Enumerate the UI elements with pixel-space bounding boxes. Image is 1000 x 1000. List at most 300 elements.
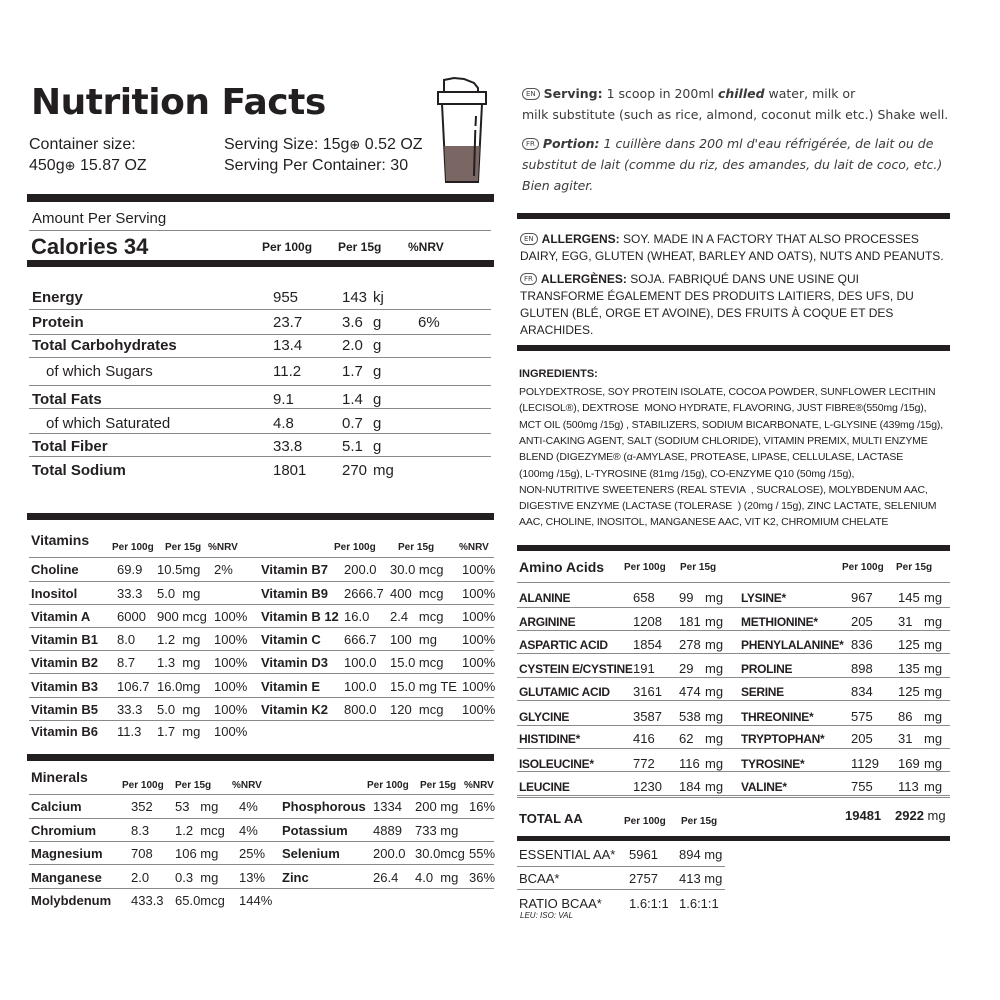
vitamin-name: Vitamin E bbox=[261, 679, 321, 694]
amino-per100: 416 bbox=[633, 731, 655, 746]
mineral-per100: 4889 bbox=[373, 823, 402, 838]
vitamin-per15: 5.0 mg bbox=[157, 702, 201, 717]
allergens-fr-label: ALLERGÈNES: bbox=[540, 272, 627, 286]
vitamin-per100: 33.3 bbox=[117, 702, 143, 717]
vitamin-per15: 120 mcg bbox=[390, 702, 444, 717]
nutrient-per100: 9.1 bbox=[273, 391, 294, 408]
amino-name: TRYPTOPHAN* bbox=[741, 732, 825, 746]
ingredients-title: INGREDIENTS: bbox=[519, 368, 598, 380]
nutrient-name: Total Fiber bbox=[32, 438, 108, 455]
amino-name: ISOLEUCINE* bbox=[519, 757, 594, 771]
amino-per100: 191 bbox=[633, 661, 655, 676]
nutrient-per15: 5.1 bbox=[342, 438, 363, 455]
amino-per100: 755 bbox=[851, 779, 873, 794]
amino-per100: 575 bbox=[851, 709, 873, 724]
amino-name: ASPARTIC ACID bbox=[519, 638, 608, 652]
nutrient-unit: kj bbox=[373, 289, 384, 306]
divider bbox=[517, 771, 950, 772]
minerals-col-per15: Per 15g bbox=[175, 780, 212, 791]
vitamin-per15: 5.0 mg bbox=[157, 586, 201, 601]
divider bbox=[29, 673, 494, 674]
vitamin-name: Vitamin B5 bbox=[31, 702, 98, 717]
vitamin-nrv: 100% bbox=[462, 655, 496, 670]
ingredients-line: AAC, CHOLINE, INOSITOL, MANGANESE AAC, VIT K2, CHROMIUM CHELATE bbox=[519, 516, 889, 529]
mineral-name: Manganese bbox=[31, 870, 102, 885]
ingredients-line: DIGESTIVE ENZYME (LACTASE (TOLERASE ) (20mg / 15g), ZINC LACTATE, SELENIUM bbox=[519, 500, 937, 513]
amino-per15: 278 bbox=[679, 637, 701, 652]
divider-bar bbox=[27, 260, 494, 267]
amino-per15: 113 bbox=[898, 779, 919, 794]
vitamin-nrv: 100% bbox=[462, 702, 496, 717]
amino-unit: mg bbox=[705, 590, 724, 605]
amino-col-per100: Per 100g bbox=[624, 562, 666, 573]
allergens-fr-text: SOJA. FABRIQUÉ DANS UNE USINE QUI bbox=[626, 272, 859, 286]
total-aa-label: TOTAL AA bbox=[519, 811, 583, 826]
language-badge-en: EN bbox=[520, 233, 538, 245]
nutrient-nrv: 6% bbox=[418, 314, 440, 331]
divider bbox=[29, 720, 494, 721]
amino-name: ALANINE bbox=[519, 591, 571, 605]
mineral-nrv: 4% bbox=[239, 823, 258, 838]
amino-per100: 772 bbox=[633, 756, 655, 771]
amino-per15: 99 bbox=[679, 590, 694, 605]
vitamin-nrv: 100% bbox=[462, 562, 496, 577]
minerals-col-per15-right: Per 15g bbox=[420, 780, 457, 791]
amino-per15: 538 bbox=[679, 709, 701, 724]
divider bbox=[29, 627, 494, 628]
vitamin-per15: 1.7 mg bbox=[157, 724, 201, 739]
approx-icon: ⊕ bbox=[64, 158, 76, 173]
mineral-nrv: 25% bbox=[239, 846, 266, 861]
vitamin-name: Vitamin B 12 bbox=[261, 609, 339, 624]
amino-summary-per100: 1.6:1:1 bbox=[629, 896, 669, 911]
divider bbox=[517, 797, 950, 798]
amino-per15: 184 bbox=[679, 779, 701, 794]
divider-bar bbox=[517, 213, 950, 219]
vitamin-per15: 15.0 mcg bbox=[390, 655, 444, 670]
ingredients-line: (LECISOL®), DEXTROSE MONO HYDRATE, FLAVORING, JUST FIBRE®(550mg /15g), bbox=[519, 402, 927, 415]
amount-per-serving: Amount Per Serving bbox=[32, 210, 167, 227]
divider bbox=[29, 408, 491, 409]
vitamin-per100: 200.0 bbox=[344, 562, 377, 577]
amino-name: GLYCINE bbox=[519, 710, 570, 724]
vitamin-nrv: 100% bbox=[214, 724, 248, 739]
nutrient-per15: 0.7 bbox=[342, 415, 363, 432]
mineral-nrv: 36% bbox=[469, 870, 496, 885]
divider bbox=[29, 385, 491, 386]
amino-summary-subtext: LEU: ISO: VAL bbox=[520, 911, 573, 920]
amino-unit: mg bbox=[705, 637, 724, 652]
amino-per15: 31 bbox=[898, 614, 913, 629]
mineral-per100: 8.3 bbox=[131, 823, 150, 838]
mineral-per100: 26.4 bbox=[373, 870, 399, 885]
servings-per-container: Serving Per Container: 30 bbox=[224, 157, 409, 174]
nutrient-per15: 270 bbox=[342, 462, 368, 479]
directions-en-emphasis: chilled bbox=[717, 86, 765, 101]
amino-unit: mg bbox=[924, 661, 943, 676]
vitamins-col-per100: Per 100g bbox=[112, 542, 154, 553]
divider bbox=[29, 818, 494, 819]
mineral-per100: 433.3 bbox=[131, 893, 164, 908]
amino-per100: 1129 bbox=[851, 756, 879, 771]
vitamin-per100: 100.0 bbox=[344, 679, 377, 694]
divider bbox=[29, 357, 491, 358]
vitamin-nrv: 100% bbox=[462, 586, 496, 601]
amino-unit: mg bbox=[924, 637, 943, 652]
serving-size bbox=[224, 136, 423, 154]
divider bbox=[517, 653, 950, 654]
vitamin-nrv: 2% bbox=[214, 562, 233, 577]
mineral-name: Zinc bbox=[282, 870, 309, 885]
amino-unit: mg bbox=[924, 779, 943, 794]
nutrient-per100: 955 bbox=[273, 289, 299, 306]
vitamin-per15: 30.0 mcg bbox=[390, 562, 444, 577]
ingredients-line: BLEND (DIGEZYME® (α-AMYLASE, PROTEASE, LIPASE, CELLULASE, LACTASE bbox=[519, 451, 904, 464]
container-size-value bbox=[29, 157, 147, 175]
vitamin-per100: 6000 bbox=[117, 609, 146, 624]
column-header-per-100g: Per 100g bbox=[262, 240, 313, 254]
amino-per15: 135 bbox=[898, 661, 920, 676]
divider-bar bbox=[27, 513, 494, 520]
container-ounces: 15.87 OZ bbox=[79, 157, 147, 174]
directions-en-line2: milk substitute (such as rice, almond, coconut milk etc.) Shake well. bbox=[522, 107, 949, 122]
amino-per15: 62 bbox=[679, 731, 694, 746]
directions-en-text: 1 scoop in 200ml bbox=[602, 86, 718, 101]
mineral-nrv: 16% bbox=[469, 799, 496, 814]
minerals-col-per100-right: Per 100g bbox=[367, 780, 409, 791]
amino-name: HISTIDINE* bbox=[519, 732, 581, 746]
divider bbox=[29, 841, 494, 842]
vitamin-per100: 800.0 bbox=[344, 702, 377, 717]
vitamin-name: Vitamin B6 bbox=[31, 724, 98, 739]
amino-name: ARGININE bbox=[519, 615, 576, 629]
nutrient-name: Total Carbohydrates bbox=[32, 337, 177, 354]
vitamin-nrv: 100% bbox=[214, 609, 248, 624]
total-aa-per100: 19481 bbox=[845, 808, 882, 823]
amino-unit: mg bbox=[924, 756, 943, 771]
shaker-bottle-icon bbox=[434, 74, 490, 186]
amino-per100: 834 bbox=[851, 684, 873, 699]
minerals-col-nrv: %NRV bbox=[232, 780, 262, 791]
serving-size-grams: Serving Size: 15g bbox=[224, 136, 350, 153]
divider bbox=[29, 433, 491, 434]
vitamin-per15: 400 mcg bbox=[390, 586, 444, 601]
mineral-per15: 4.0 mg bbox=[415, 870, 459, 885]
nutrient-unit: g bbox=[373, 415, 382, 432]
amino-unit: mg bbox=[705, 756, 724, 771]
vitamin-per15: 100 mg bbox=[390, 632, 437, 647]
nutrient-name: of which Saturated bbox=[46, 415, 171, 432]
nutrient-name: Protein bbox=[32, 314, 84, 331]
divider bbox=[517, 630, 950, 631]
column-header-per-15g: Per 15g bbox=[338, 240, 382, 254]
nutrient-unit: g bbox=[373, 314, 382, 331]
directions-fr-text: 1 cuillère dans 200 ml d'eau réfrigérée, de lait ou de bbox=[599, 136, 934, 151]
divider bbox=[517, 677, 950, 678]
mineral-per15: 0.3 mg bbox=[175, 870, 219, 885]
amino-unit: mg bbox=[705, 731, 724, 746]
vitamin-name: Inositol bbox=[31, 586, 78, 601]
vitamin-nrv: 100% bbox=[462, 632, 496, 647]
divider bbox=[29, 230, 491, 231]
amino-summary-per15: 413 mg bbox=[679, 871, 723, 886]
directions-fr-line3: Bien agiter. bbox=[522, 178, 594, 193]
amino-summary-name: ESSENTIAL AA* bbox=[519, 847, 616, 862]
allergens-fr bbox=[520, 271, 859, 289]
amino-unit: mg bbox=[705, 684, 724, 699]
amino-unit: mg bbox=[705, 709, 724, 724]
mineral-name: Chromium bbox=[31, 823, 96, 838]
divider-bar bbox=[27, 194, 494, 202]
amino-per100: 205 bbox=[851, 614, 873, 629]
mineral-per15: 1.2 mcg bbox=[175, 823, 225, 838]
vitamin-name: Vitamin B2 bbox=[31, 655, 98, 670]
divider-bar bbox=[27, 754, 494, 761]
amino-per100: 658 bbox=[633, 590, 655, 605]
amino-summary-name: BCAA* bbox=[519, 871, 560, 886]
vitamin-per15: 15.0 mg TE bbox=[390, 679, 457, 694]
amino-col-per15-right: Per 15g bbox=[896, 562, 933, 573]
ingredients-line: (100mg /15g), L-TYROSINE (81mg /15g), CO-ENZYME Q10 (50mg /15g), bbox=[519, 467, 855, 480]
amino-per100: 1230 bbox=[633, 779, 662, 794]
amino-unit: mg bbox=[705, 661, 724, 676]
allergens-en-text: SOY. MADE IN A FACTORY THAT ALSO PROCESSES bbox=[619, 232, 919, 246]
allergens-fr-line3: GLUTEN (BLÉ, ORGE ET AVOINE), DES FRUITS À COQUE ET DES bbox=[520, 306, 894, 320]
ingredients-line: MCT OIL (500mg /15g) , STABILIZERS, SODIUM BICARBONATE, L-GLYSINE (439mg /15g), bbox=[519, 418, 944, 431]
vitamin-per100: 8.0 bbox=[117, 632, 136, 647]
mineral-nrv: 4% bbox=[239, 799, 258, 814]
vitamins-col-per15: Per 15g bbox=[165, 542, 202, 553]
vitamin-per15: 2.4 mcg bbox=[390, 609, 444, 624]
amino-per15: 145 bbox=[898, 590, 920, 605]
divider bbox=[517, 795, 950, 796]
amino-summary-per100: 2757 bbox=[629, 871, 658, 886]
mineral-name: Selenium bbox=[282, 846, 340, 861]
amino-unit: mg bbox=[924, 709, 943, 724]
divider-bar bbox=[517, 345, 950, 351]
ingredients-line: POLYDEXTROSE, SOY PROTEIN ISOLATE, COCOA POWDER, SUNFLOWER LECITHIN bbox=[519, 386, 936, 398]
amino-per15: 86 bbox=[898, 709, 913, 724]
total-aa-unit: mg bbox=[927, 808, 946, 823]
vitamin-nrv: 100% bbox=[214, 679, 248, 694]
nutrient-unit: g bbox=[373, 438, 382, 455]
amino-per100: 3587 bbox=[633, 709, 662, 724]
nutrient-per100: 4.8 bbox=[273, 415, 294, 432]
vitamin-per100: 100.0 bbox=[344, 655, 377, 670]
amino-acids-title: Amino Acids bbox=[519, 559, 605, 575]
amino-unit: mg bbox=[924, 684, 943, 699]
amino-per100: 898 bbox=[851, 661, 873, 676]
serving-size-ounces: 0.52 OZ bbox=[364, 136, 423, 153]
amino-per15: 125 bbox=[898, 684, 920, 699]
language-badge-fr: FR bbox=[520, 273, 537, 285]
divider bbox=[29, 557, 494, 558]
nutrient-per15: 1.4 bbox=[342, 391, 363, 408]
mineral-nrv: 144% bbox=[239, 893, 273, 908]
amino-unit: mg bbox=[924, 590, 943, 605]
language-badge-fr: FR bbox=[522, 138, 539, 150]
mineral-nrv: 13% bbox=[239, 870, 266, 885]
amino-per100: 1208 bbox=[633, 614, 662, 629]
nutrient-unit: g bbox=[373, 391, 382, 408]
nutrient-unit: g bbox=[373, 363, 382, 380]
amino-name: CYSTEIN E/CYSTINE bbox=[519, 662, 633, 676]
amino-unit: mg bbox=[924, 614, 943, 629]
mineral-per15: 733 mg bbox=[415, 823, 459, 838]
directions-fr-label: Portion: bbox=[542, 136, 600, 151]
divider bbox=[517, 889, 725, 890]
divider bbox=[29, 334, 491, 335]
divider bbox=[517, 582, 950, 583]
amino-per15: 169 bbox=[898, 756, 920, 771]
nutrient-per15: 3.6 bbox=[342, 314, 363, 331]
ingredients-line: NON-NUTRITIVE SWEETENERS (REAL STEVIA , SUCRALOSE), MOLYBDENUM AAC, bbox=[519, 483, 928, 496]
directions-fr-line2: substitut de lait (comme du riz, des amandes, du lait de coco, etc.) bbox=[522, 157, 943, 172]
amino-per15: 31 bbox=[898, 731, 913, 746]
amino-unit: mg bbox=[924, 731, 943, 746]
mineral-nrv: 55% bbox=[469, 846, 496, 861]
language-badge-en: EN bbox=[522, 88, 540, 100]
directions-en bbox=[522, 84, 855, 104]
divider bbox=[29, 650, 494, 651]
divider bbox=[517, 700, 950, 701]
mineral-per15: 65.0mcg bbox=[175, 893, 225, 908]
allergens-en-line2: DAIRY, EGG, GLUTEN (WHEAT, BARLEY AND OATS), NUTS AND PEANUTS. bbox=[520, 249, 944, 263]
vitamin-name: Vitamin K2 bbox=[261, 702, 328, 717]
vitamin-per100: 2666.7 bbox=[344, 586, 384, 601]
vitamin-name: Choline bbox=[31, 562, 79, 577]
minerals-col-nrv-right: %NRV bbox=[464, 780, 494, 791]
nutrient-per15: 2.0 bbox=[342, 337, 363, 354]
vitamins-col-per100-right: Per 100g bbox=[334, 542, 376, 553]
vitamin-per15: 16.0mg bbox=[157, 679, 201, 694]
column-header-nrv: %NRV bbox=[408, 240, 444, 254]
nutrient-per100: 1801 bbox=[273, 462, 307, 479]
divider bbox=[29, 864, 494, 865]
vitamins-col-nrv: %NRV bbox=[208, 542, 238, 553]
minerals-col-per100: Per 100g bbox=[122, 780, 164, 791]
vitamin-name: Vitamin D3 bbox=[261, 655, 328, 670]
amino-name: LYSINE* bbox=[741, 591, 786, 605]
vitamin-name: Vitamin B3 bbox=[31, 679, 98, 694]
vitamin-per100: 8.7 bbox=[117, 655, 136, 670]
nutrient-unit: g bbox=[373, 337, 382, 354]
ingredients-line: ANTI-CAKING AGENT, SALT (SODIUM CHLORIDE), VITAMIN PREMIX, MULTI ENZYME bbox=[519, 434, 928, 447]
total-aa-per15 bbox=[895, 808, 946, 823]
vitamin-name: Vitamin B7 bbox=[261, 562, 328, 577]
divider bbox=[29, 794, 494, 795]
nutrient-per100: 11.2 bbox=[273, 363, 302, 380]
mineral-per100: 200.0 bbox=[373, 846, 406, 861]
divider bbox=[517, 607, 950, 608]
vitamin-per15: 1.3 mg bbox=[157, 655, 201, 670]
amino-unit: mg bbox=[705, 779, 724, 794]
amino-per100: 1854 bbox=[633, 637, 662, 652]
amino-per15: 125 bbox=[898, 637, 920, 652]
divider bbox=[29, 604, 494, 605]
directions-en-label: Serving: bbox=[543, 86, 603, 101]
amino-name: METHIONINE* bbox=[741, 615, 818, 629]
nutrient-name: Energy bbox=[32, 289, 83, 306]
vitamin-per100: 33.3 bbox=[117, 586, 143, 601]
divider bbox=[29, 697, 494, 698]
divider bbox=[29, 581, 494, 582]
vitamin-per15: 10.5mg bbox=[157, 562, 201, 577]
divider bbox=[29, 309, 491, 310]
allergens-en bbox=[520, 231, 919, 249]
divider-bar bbox=[517, 836, 950, 841]
vitamin-per100: 69.9 bbox=[117, 562, 143, 577]
vitamins-title: Vitamins bbox=[31, 532, 90, 548]
directions-en-text-2: water, milk or bbox=[764, 86, 856, 101]
divider bbox=[517, 725, 950, 726]
approx-icon: ⊕ bbox=[349, 137, 361, 152]
vitamin-name: Vitamin A bbox=[31, 609, 91, 624]
amino-per15: 474 bbox=[679, 684, 701, 699]
vitamin-nrv: 100% bbox=[214, 702, 248, 717]
amino-per15: 181 bbox=[679, 614, 701, 629]
nutrient-per100: 13.4 bbox=[273, 337, 303, 354]
amino-summary-name: RATIO BCAA* bbox=[519, 896, 602, 911]
mineral-per100: 352 bbox=[131, 799, 153, 814]
nutrient-unit: mg bbox=[373, 462, 394, 479]
vitamin-per15: 900 mcg bbox=[157, 609, 207, 624]
amino-name: LEUCINE bbox=[519, 780, 570, 794]
mineral-per15: 53 mg bbox=[175, 799, 219, 814]
amino-col-per15: Per 15g bbox=[680, 562, 717, 573]
mineral-per15: 30.0mcg bbox=[415, 846, 465, 861]
minerals-title: Minerals bbox=[31, 769, 88, 785]
nutrient-name: Total Fats bbox=[32, 391, 102, 408]
amino-name: VALINE* bbox=[741, 780, 787, 794]
nutrient-name: of which Sugars bbox=[46, 363, 153, 380]
vitamin-nrv: 100% bbox=[462, 679, 496, 694]
allergens-en-label: ALLERGENS: bbox=[541, 232, 620, 246]
vitamin-per100: 106.7 bbox=[117, 679, 150, 694]
total-aa-col-per100: Per 100g bbox=[624, 816, 666, 827]
amino-summary-per15: 1.6:1:1 bbox=[679, 896, 719, 911]
vitamins-col-nrv-right: %NRV bbox=[459, 542, 489, 553]
amino-per15: 116 bbox=[679, 756, 700, 771]
amino-name: TYROSINE* bbox=[741, 757, 805, 771]
total-aa-per15-value: 2922 bbox=[895, 808, 924, 823]
divider bbox=[517, 866, 725, 867]
amino-summary-per100: 5961 bbox=[629, 847, 658, 862]
vitamin-name: Vitamin B9 bbox=[261, 586, 328, 601]
vitamin-name: Vitamin C bbox=[261, 632, 321, 647]
vitamin-per100: 666.7 bbox=[344, 632, 377, 647]
amino-per100: 836 bbox=[851, 637, 873, 652]
vitamin-nrv: 100% bbox=[214, 655, 248, 670]
vitamins-col-per15-right: Per 15g bbox=[398, 542, 435, 553]
vitamin-name: Vitamin B1 bbox=[31, 632, 98, 647]
mineral-name: Phosphorous bbox=[282, 799, 366, 814]
mineral-per100: 2.0 bbox=[131, 870, 150, 885]
mineral-name: Molybdenum bbox=[31, 893, 112, 908]
amino-per100: 3161 bbox=[633, 684, 662, 699]
allergens-fr-line2: TRANSFORME ÉGALEMENT DES PRODUITS LAITIERS, DES UFS, DU bbox=[520, 289, 914, 303]
calories: Calories 34 bbox=[31, 234, 149, 259]
total-aa-col-per15: Per 15g bbox=[681, 816, 718, 827]
mineral-name: Calcium bbox=[31, 799, 82, 814]
amino-name: THREONINE* bbox=[741, 710, 814, 724]
mineral-per15: 106 mg bbox=[175, 846, 219, 861]
amino-unit: mg bbox=[705, 614, 724, 629]
amino-name: PROLINE bbox=[741, 662, 793, 676]
vitamin-nrv: 100% bbox=[214, 632, 248, 647]
amino-per100: 967 bbox=[851, 590, 873, 605]
amino-per100: 205 bbox=[851, 731, 873, 746]
